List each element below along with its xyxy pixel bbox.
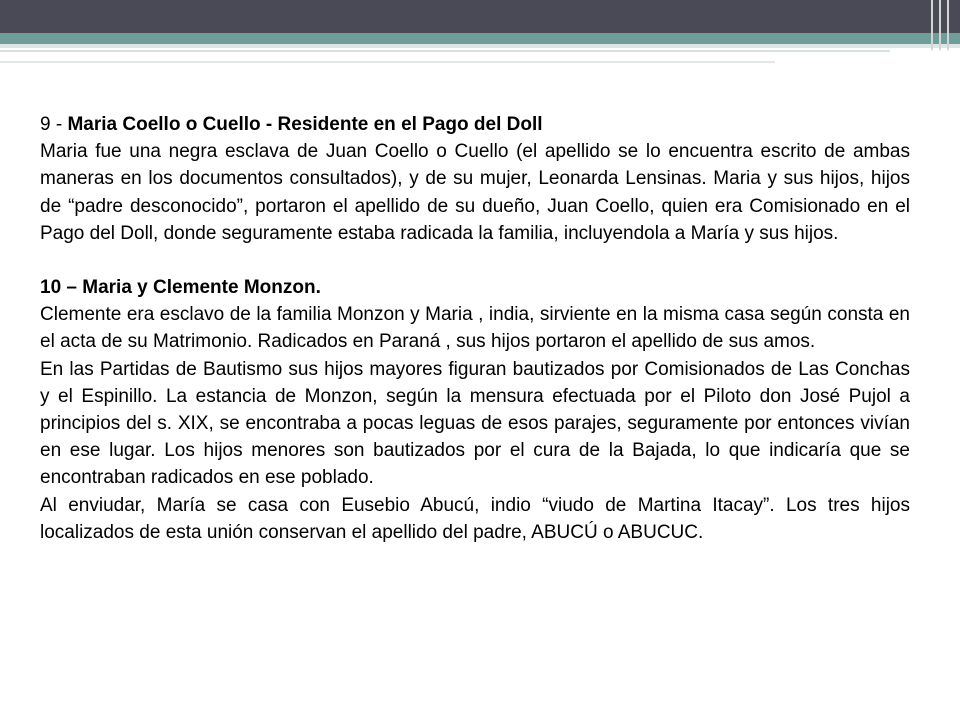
teal-accent-strip [0, 33, 960, 44]
accent-line [0, 44, 960, 48]
paragraph-gap [40, 247, 910, 274]
section-10-paragraph: Al enviudar, María se casa con Eusebio Abucú, indio “viudo de Martina Itacay”. Los tres hijos localizados de esta unión conservan el apellido del padre, ABUCÚ o ABUCUC. [40, 494, 910, 543]
decorative-vertical-line [939, 0, 941, 50]
section-9-title: Maria Coello o Cuello - Residente en el Pago del Doll [67, 114, 543, 135]
top-header-bar [0, 0, 960, 33]
decorative-line [0, 61, 775, 63]
slide-body [40, 111, 910, 546]
decorative-line [0, 50, 890, 52]
section-9-body: Maria fue una negra esclava de Juan Coello o Cuello (el apellido se lo encuentra escrito de ambas maneras en los documentos consultados), y de su mujer, Leonarda Lensinas. Maria y sus hijos, hijos de “padre desconocido”, portaron el apellido de su dueño, Juan Coello, quien era Comisionado en el Pago del Doll, donde seguramente estaba radicada la familia, incluyendola a María y sus hijos. [40, 141, 910, 244]
section-9-heading [40, 111, 910, 138]
section-9-number: 9 - [40, 114, 68, 135]
decorative-vertical-line [931, 0, 933, 50]
section-10-heading [40, 274, 910, 301]
section-10-title: 10 – Maria y Clemente Monzon. [40, 277, 321, 299]
decorative-vertical-line [947, 0, 949, 50]
section-10-paragraph: Clemente era esclavo de la familia Monzon y Maria , india, sirviente en la misma casa según consta en el acta de su Matrimonio. Radicados en Paraná , sus hijos portaron el apellido de sus amos. [40, 304, 910, 353]
section-10-paragraph: En las Partidas de Bautismo sus hijos mayores figuran bautizados por Comisionados de Las Conchas y el Espinillo. La estancia de Monzon, según la mensura efectuada por el Piloto don José Pujol a principios del s. XIX, se encontraba a pocas leguas de esos parajes, seguramente por entonces vivían en ese lugar. Los hijos menores son bautizados por el cura de la Bajada, lo que indicaría que se encontraban radicados en ese poblado. [40, 358, 910, 489]
